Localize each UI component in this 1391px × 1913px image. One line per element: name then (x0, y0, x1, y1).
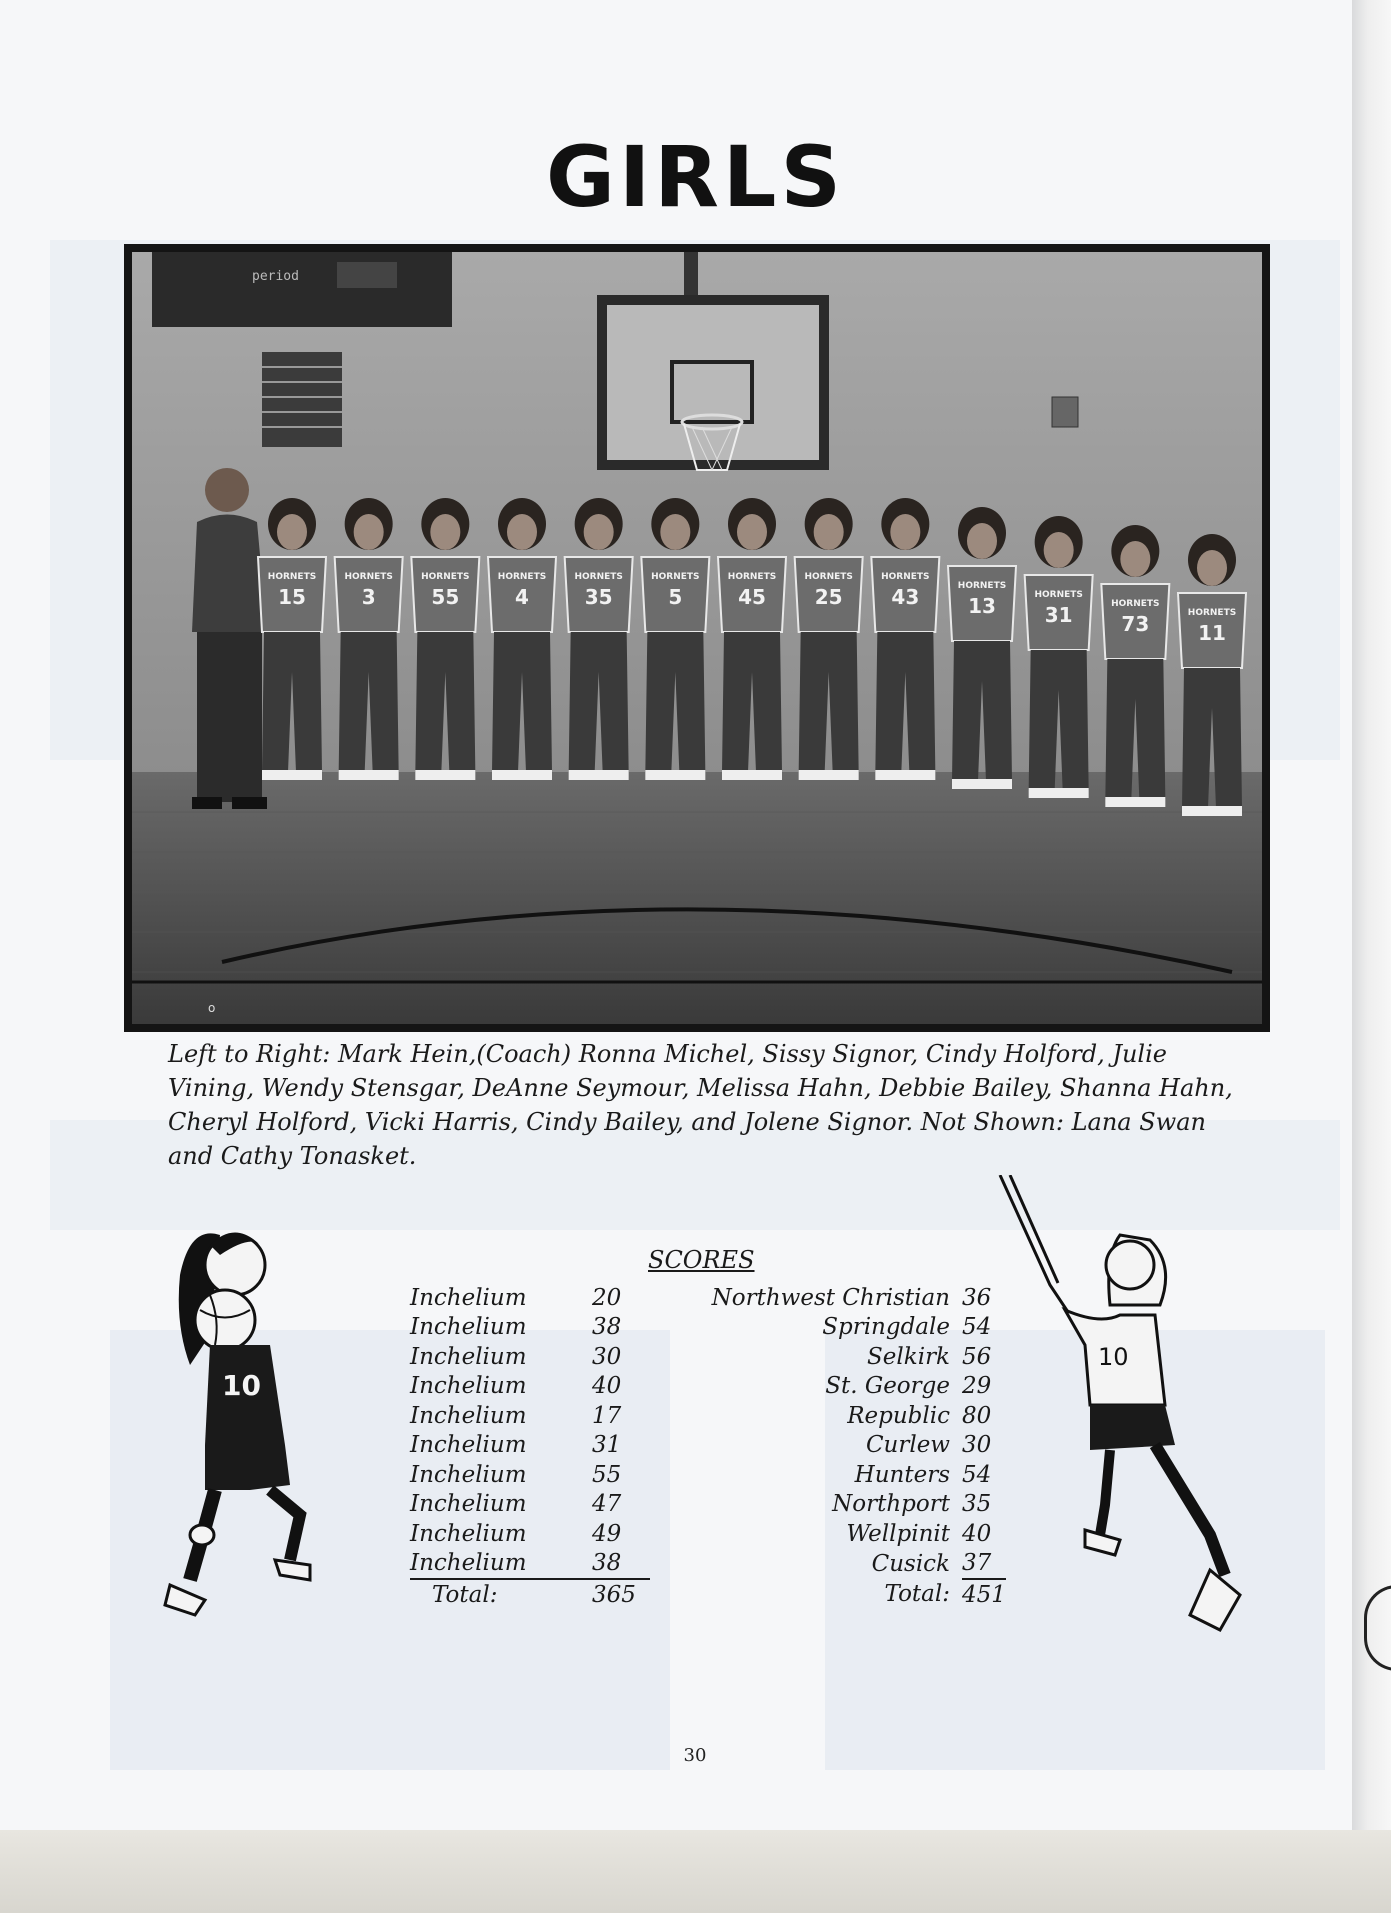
page-number: 30 (683, 1745, 707, 1766)
opponent-score: 54 (962, 1461, 992, 1488)
home-score: 38 (592, 1314, 622, 1341)
team-photo (124, 244, 1270, 1032)
jersey-text: HORNETS (267, 572, 317, 582)
opponent-team: Northwest Christian (711, 1284, 950, 1311)
home-team: Inchelium (410, 1402, 527, 1429)
jersey-number: 3 (361, 585, 376, 609)
home-score: 17 (592, 1402, 622, 1429)
scoreboard (152, 252, 452, 327)
svg-text:o: o (208, 1001, 216, 1015)
score-row (410, 1431, 1006, 1461)
home-team: Inchelium (410, 1461, 527, 1488)
home-score: 55 (592, 1461, 622, 1488)
jersey-number: 35 (584, 585, 613, 609)
home-score: 47 (592, 1491, 622, 1518)
score-row (410, 1401, 1006, 1431)
score-row (410, 1372, 1006, 1402)
basketball-icon (195, 1290, 255, 1350)
jersey-number: 45 (738, 585, 766, 609)
jersey-number: 55 (431, 585, 460, 609)
right-jersey-number: 10 (1098, 1343, 1129, 1371)
opponent-team: Springdale (822, 1314, 950, 1341)
scores-table (410, 1283, 1006, 1610)
opponent-team: Northport (832, 1491, 950, 1518)
score-row (410, 1342, 1006, 1372)
opponent-score: 29 (962, 1373, 992, 1400)
opponent-team: Wellpinit (846, 1520, 950, 1547)
score-row (410, 1490, 1006, 1520)
jersey-number: 31 (1044, 603, 1073, 627)
home-team: Inchelium (410, 1520, 527, 1547)
jersey-number: 15 (278, 585, 306, 609)
jersey-text: HORNETS (421, 572, 470, 582)
jersey-number: 5 (668, 585, 683, 609)
opponent-team: Republic (847, 1402, 950, 1429)
home-total: 365 (592, 1579, 650, 1610)
scoreboard-label: period (252, 269, 299, 284)
opponent-total: 451 (962, 1579, 1006, 1610)
opponent-score: 36 (962, 1284, 992, 1311)
opponent-team: St. George (825, 1373, 950, 1400)
home-team: Inchelium (410, 1373, 527, 1400)
jersey-text: HORNETS (1111, 599, 1160, 609)
opponent-total-label: Total: (884, 1581, 950, 1608)
opponent-score: 35 (962, 1491, 992, 1518)
bottom-binding-strip (0, 1830, 1391, 1913)
jersey-text: HORNETS (1034, 590, 1083, 600)
jersey-number: 73 (1121, 612, 1150, 636)
backboard (602, 300, 824, 465)
home-score: 30 (592, 1343, 622, 1370)
jersey-text: HORNETS (574, 572, 623, 582)
opponent-score: 56 (962, 1343, 992, 1370)
home-score: 49 (592, 1520, 622, 1547)
jersey-text: HORNETS (497, 572, 547, 582)
score-row (410, 1460, 1006, 1490)
page-edge (1352, 0, 1391, 1830)
team-photo-image (132, 252, 1262, 1024)
home-score: 38 (592, 1550, 622, 1577)
opponent-score: 54 (962, 1314, 992, 1341)
home-score: 20 (592, 1284, 622, 1311)
opponent-team: Cusick (871, 1550, 950, 1577)
jersey-number: 13 (968, 594, 996, 618)
jersey-text: HORNETS (1187, 608, 1237, 618)
home-score: 31 (592, 1432, 622, 1459)
player-illustration-left (150, 1215, 380, 1625)
score-row (410, 1283, 1006, 1313)
scores-heading: SCORES (648, 1246, 755, 1274)
totals-row (410, 1579, 1006, 1610)
jersey-number: 25 (814, 585, 843, 609)
jersey-text: HORNETS (957, 581, 1007, 591)
home-team: Inchelium (410, 1550, 527, 1577)
jersey-text: HORNETS (651, 572, 700, 582)
home-score: 40 (592, 1373, 622, 1400)
jersey-text: HORNETS (344, 572, 393, 582)
opponent-score: 30 (962, 1432, 992, 1459)
photo-caption: Left to Right: Mark Hein,(Coach) Ronna Michel, Sissy Signor, Cindy Holford, Julie Vining, Wendy Stensgar, DeAnne Seymour, Melissa Hahn, Debbie Bailey, Shanna Hahn, Cheryl Holford, Vicki Harris, Cindy Bailey, and Jolene Signor. Not Shown: Lana Swan and Cathy Tonasket. (168, 1040, 1233, 1170)
home-team: Inchelium (410, 1284, 527, 1311)
player-illustration-right (990, 1175, 1270, 1665)
opponent-score: 37 (962, 1550, 992, 1577)
score-row (410, 1519, 1006, 1549)
opponent-score: 80 (962, 1402, 992, 1429)
jersey-number: 4 (515, 585, 529, 609)
home-team: Inchelium (410, 1491, 527, 1518)
opponent-team: Hunters (854, 1461, 950, 1488)
jersey-number: 11 (1198, 621, 1226, 645)
opponent-team: Selkirk (867, 1343, 950, 1370)
page-title: GIRLS (546, 128, 845, 226)
opponent-team: Curlew (865, 1432, 950, 1459)
score-row (410, 1313, 1006, 1343)
jersey-text: HORNETS (727, 572, 777, 582)
jersey-number: 43 (891, 585, 920, 609)
home-team: Inchelium (410, 1432, 527, 1459)
home-total-label: Total: (410, 1579, 592, 1610)
left-jersey-number: 10 (222, 1369, 261, 1402)
score-row (410, 1549, 1006, 1580)
home-team: Inchelium (410, 1343, 527, 1370)
opponent-score: 40 (962, 1520, 992, 1547)
jersey-text: HORNETS (881, 572, 930, 582)
home-team: Inchelium (410, 1314, 527, 1341)
jersey-text: HORNETS (804, 572, 853, 582)
